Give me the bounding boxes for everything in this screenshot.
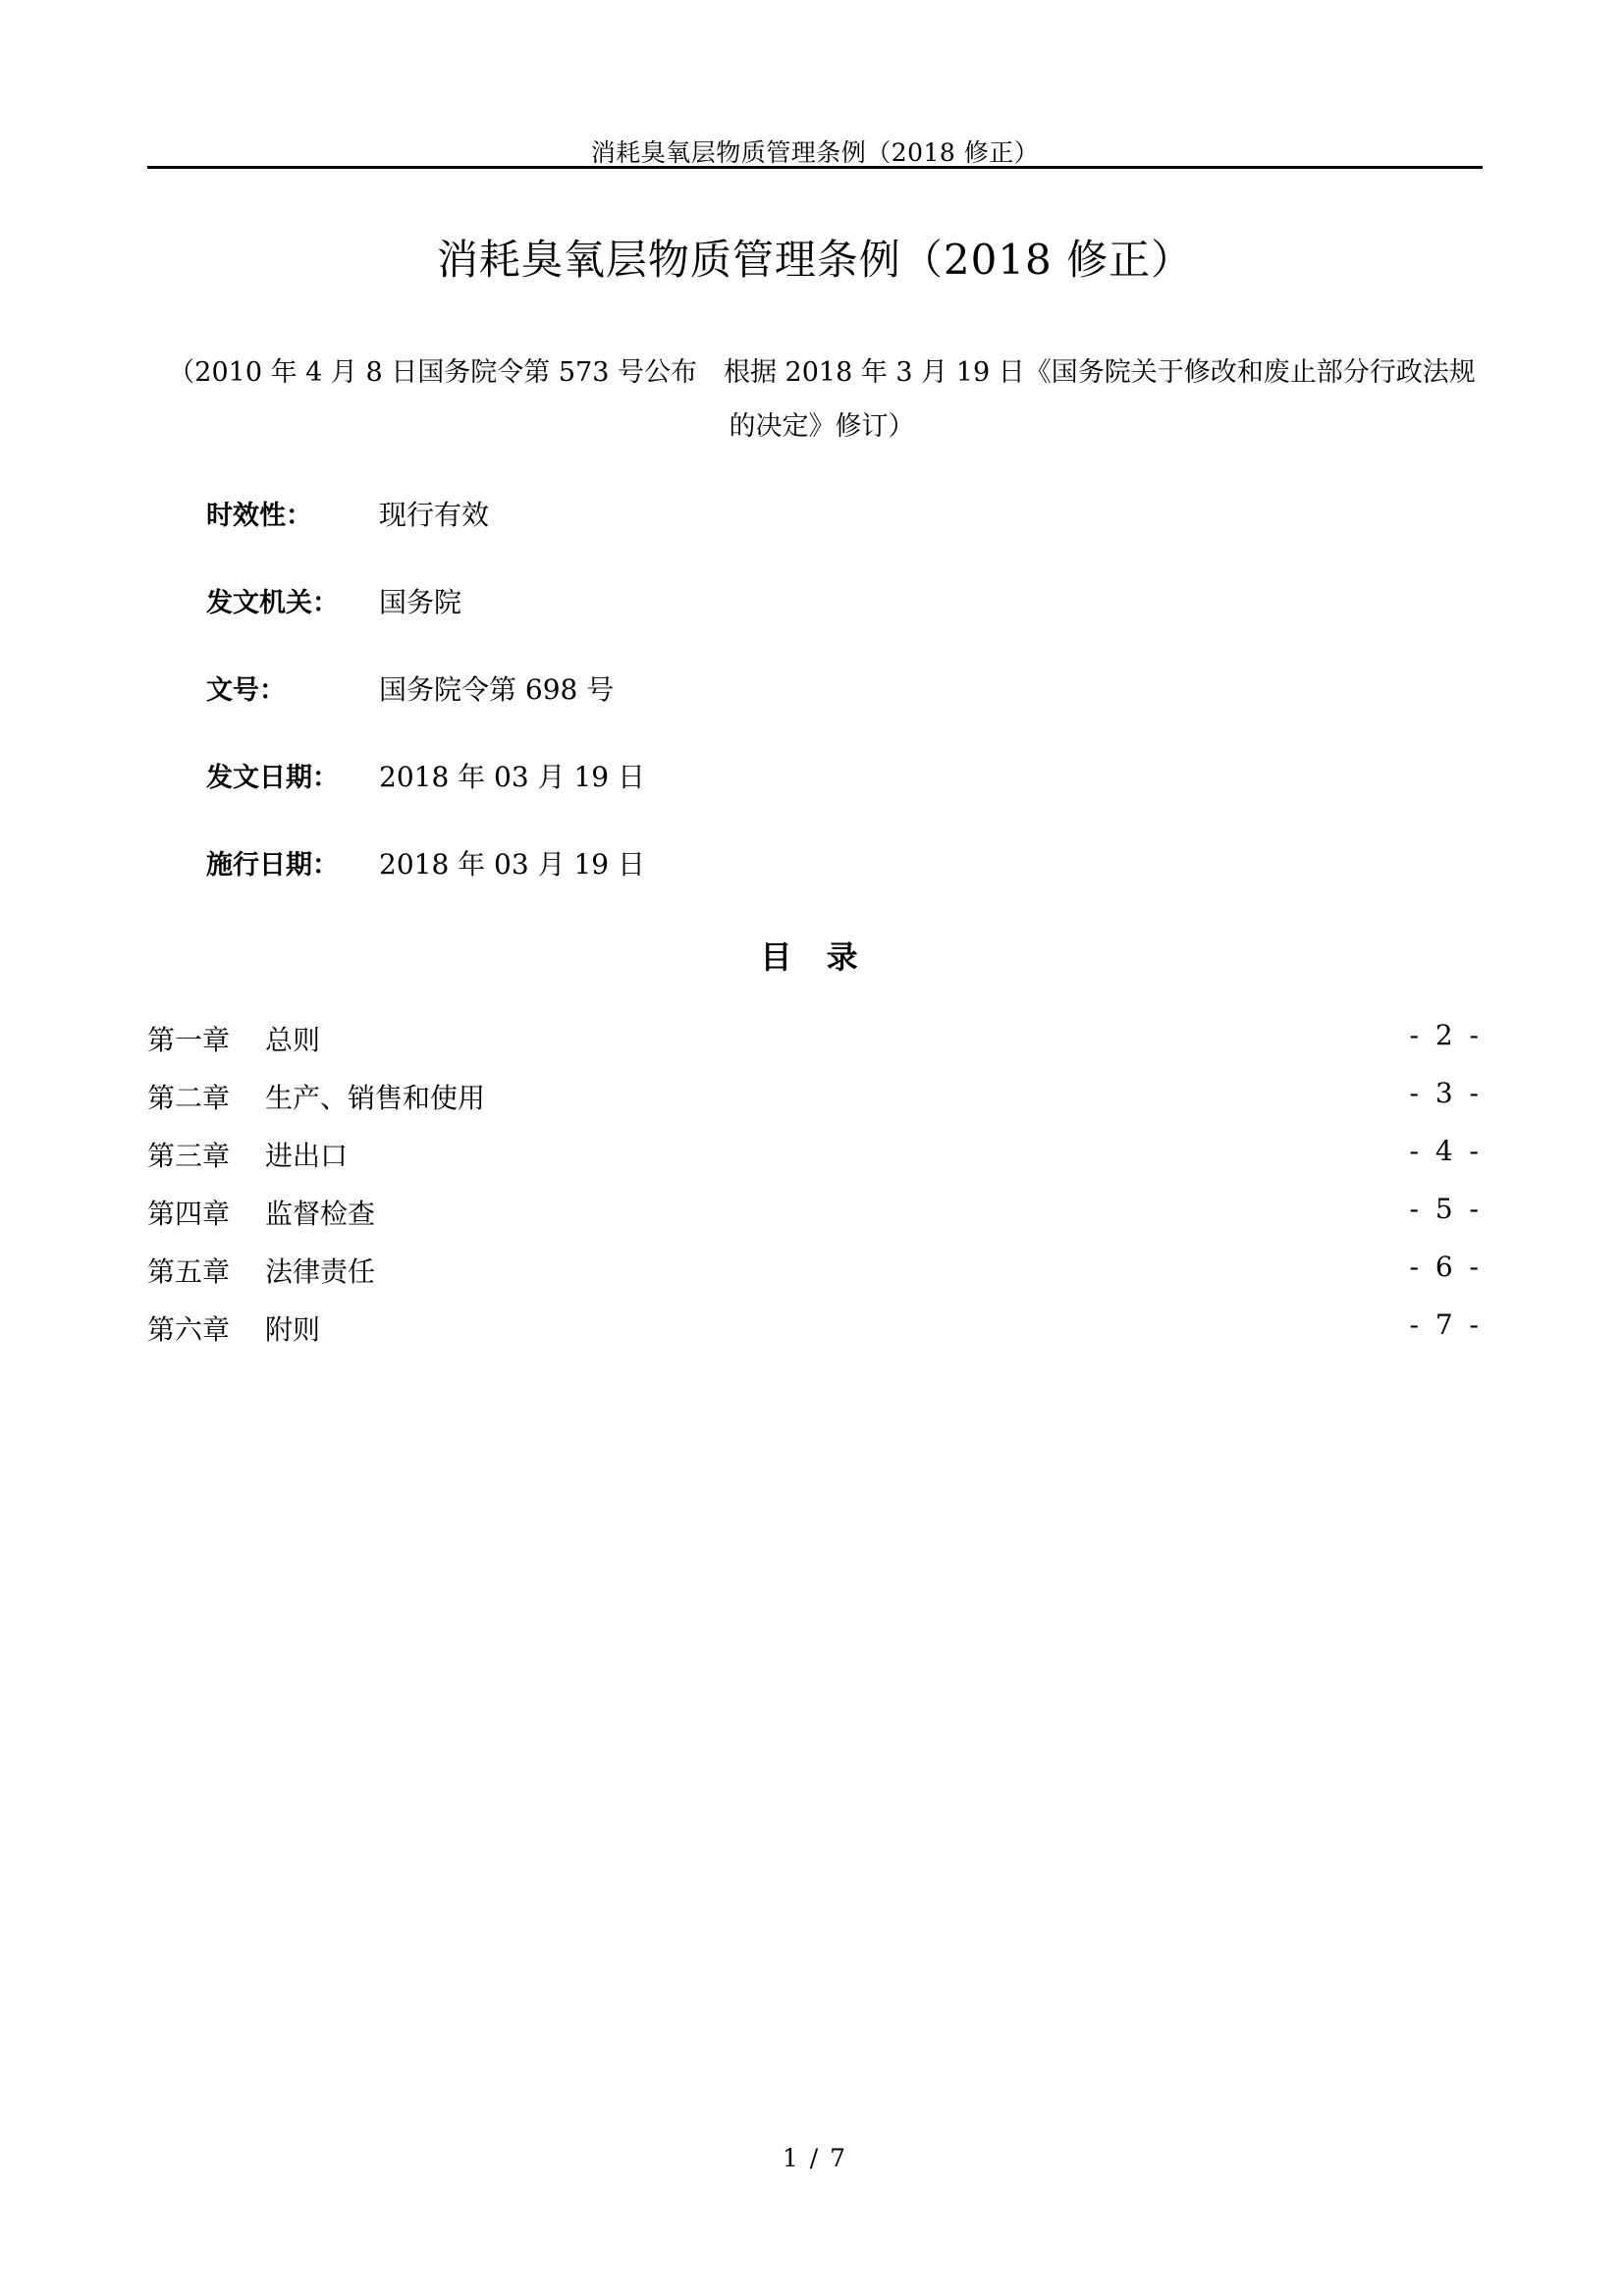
meta-row-validity <box>206 494 1384 581</box>
meta-row-effective-date <box>206 843 1384 931</box>
toc-chapter: 第五章 <box>147 1255 231 1288</box>
toc-chapter-name: 法律责任 <box>265 1255 376 1288</box>
toc-title: 目 录 <box>760 938 870 976</box>
toc-chapter: 第二章 <box>147 1082 231 1114</box>
meta-value: 2018 年 03 月 19 日 <box>379 761 646 793</box>
toc-item[interactable] <box>147 1019 1483 1077</box>
toc-page-number: - 3 - <box>1409 1077 1483 1109</box>
meta-label: 发文机关： <box>206 588 339 618</box>
running-header: 消耗臭氧层物质管理条例（2018 修正） <box>590 138 1040 167</box>
toc-chapter-name: 总则 <box>265 1024 321 1056</box>
subtitle-line-2: 的决定》修订） <box>729 411 915 442</box>
meta-row-doc-number <box>206 668 1384 756</box>
toc-chapter-name: 附则 <box>265 1313 321 1346</box>
meta-value: 现行有效 <box>379 499 490 531</box>
toc-page-number: - 2 - <box>1409 1019 1483 1051</box>
toc-item[interactable] <box>147 1193 1483 1251</box>
toc-chapter-name: 进出口 <box>265 1140 349 1172</box>
meta-value: 国务院 <box>379 586 462 618</box>
meta-label: 发文日期： <box>206 763 339 793</box>
toc-item[interactable] <box>147 1308 1483 1366</box>
document-title: 消耗臭氧层物质管理条例（2018 修正） <box>436 236 1194 284</box>
metadata-list <box>206 494 1384 931</box>
toc-item[interactable] <box>147 1077 1483 1135</box>
toc-chapter: 第四章 <box>147 1198 231 1230</box>
toc-chapter: 第六章 <box>147 1313 231 1346</box>
toc-chapter: 第一章 <box>147 1024 231 1056</box>
toc-page-number: - 6 - <box>1409 1251 1483 1283</box>
toc-item[interactable] <box>147 1135 1483 1193</box>
meta-value: 2018 年 03 月 19 日 <box>379 848 646 881</box>
toc-item[interactable] <box>147 1251 1483 1308</box>
subtitle-line-1: （2010 年 4 月 8 日国务院令第 573 号公布 根据 2018 年 3 月 19 日《国务院关于修改和废止部分行政法规 <box>168 357 1476 388</box>
page-indicator: 1 / 7 <box>782 2144 848 2172</box>
header-divider <box>147 166 1483 169</box>
toc-chapter-name: 生产、销售和使用 <box>265 1082 486 1114</box>
toc-page-number: - 7 - <box>1409 1308 1483 1341</box>
meta-value: 国务院令第 698 号 <box>379 673 615 706</box>
toc-page-number: - 4 - <box>1409 1135 1483 1167</box>
meta-label: 时效性： <box>206 501 312 531</box>
meta-row-issuer <box>206 581 1384 668</box>
table-of-contents <box>147 1019 1483 1366</box>
meta-label: 施行日期： <box>206 850 339 881</box>
toc-chapter: 第三章 <box>147 1140 231 1172</box>
meta-row-issue-date <box>206 756 1384 843</box>
toc-chapter-name: 监督检查 <box>265 1198 376 1230</box>
document-subtitle <box>159 346 1485 454</box>
toc-page-number: - 5 - <box>1409 1193 1483 1225</box>
meta-label: 文号： <box>206 675 286 706</box>
